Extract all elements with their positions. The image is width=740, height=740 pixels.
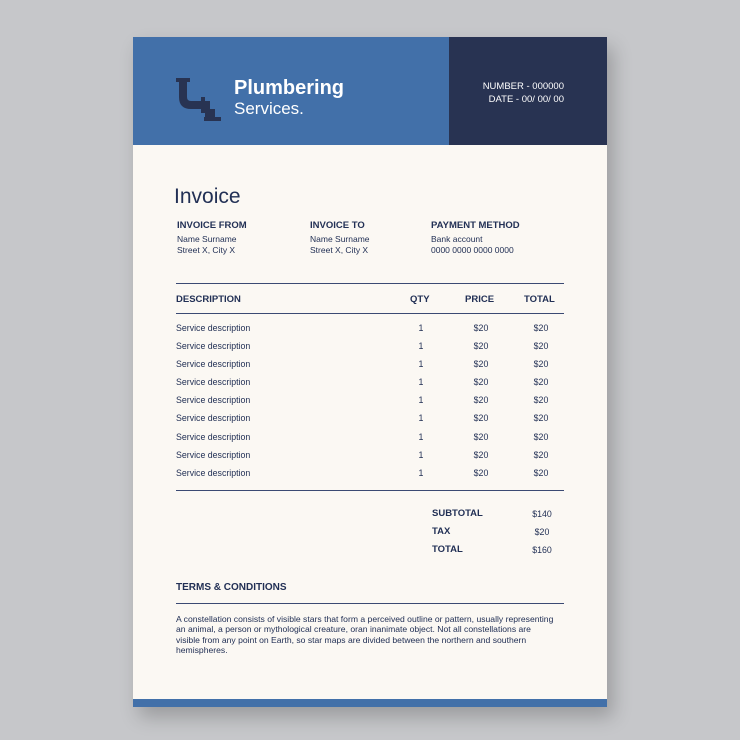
table-row	[133, 432, 607, 450]
table-row	[133, 450, 607, 468]
item-description: Service description	[176, 432, 251, 442]
invoice-number: NUMBER - 000000	[482, 81, 564, 92]
invoice-from-heading: INVOICE FROM	[177, 220, 247, 231]
table-header-divider	[176, 313, 564, 314]
item-description: Service description	[176, 395, 251, 405]
header-meta-panel	[449, 37, 607, 145]
invoice-to-address: Street X, City X	[310, 245, 369, 255]
item-qty: 1	[418, 377, 424, 387]
invoice-to-heading: INVOICE TO	[310, 220, 365, 231]
terms-divider	[176, 603, 564, 604]
tax-label: TAX	[432, 526, 451, 537]
item-description: Service description	[176, 359, 251, 369]
table-row	[133, 468, 607, 486]
item-total: $20	[533, 341, 549, 351]
page-title: Invoice	[174, 185, 241, 208]
table-row	[133, 395, 607, 413]
column-header-qty: QTY	[410, 294, 430, 305]
item-price: $20	[473, 450, 489, 460]
column-header-total: TOTAL	[524, 294, 555, 305]
table-bottom-divider	[176, 490, 564, 491]
payment-method-type: Bank account	[431, 234, 483, 244]
table-row	[133, 359, 607, 377]
payment-account-number: 0000 0000 0000 0000	[431, 245, 514, 255]
item-description: Service description	[176, 468, 251, 478]
item-total: $20	[533, 468, 549, 478]
table-row	[133, 377, 607, 395]
total-label: TOTAL	[432, 544, 463, 555]
payment-method-heading: PAYMENT METHOD	[431, 220, 520, 231]
item-total: $20	[533, 359, 549, 369]
item-total: $20	[533, 432, 549, 442]
table-row	[133, 341, 607, 359]
item-total: $20	[533, 395, 549, 405]
item-qty: 1	[418, 450, 424, 460]
table-top-divider	[176, 283, 564, 284]
item-qty: 1	[418, 395, 424, 405]
item-qty: 1	[418, 468, 424, 478]
item-total: $20	[533, 413, 549, 423]
item-price: $20	[473, 359, 489, 369]
item-total: $20	[533, 323, 549, 333]
item-total: $20	[533, 377, 549, 387]
pipe-logo-icon	[175, 75, 223, 123]
item-description: Service description	[176, 341, 251, 351]
item-qty: 1	[418, 341, 424, 351]
brand-name: Plumbering	[234, 77, 345, 99]
invoice-date: DATE - 00/ 00/ 00	[488, 94, 564, 105]
item-price: $20	[473, 395, 489, 405]
invoice-to-name: Name Surname	[310, 234, 370, 244]
subtotal-value: $140	[532, 509, 552, 519]
table-row	[133, 323, 607, 341]
item-price: $20	[473, 468, 489, 478]
column-header-price: PRICE	[465, 294, 495, 305]
item-price: $20	[473, 341, 489, 351]
tax-value: $20	[534, 527, 550, 537]
footer-bar	[133, 699, 607, 707]
brand-tagline: Services.	[234, 99, 304, 118]
item-price: $20	[473, 323, 489, 333]
item-price: $20	[473, 432, 489, 442]
item-description: Service description	[176, 413, 251, 423]
subtotal-label: SUBTOTAL	[432, 508, 483, 519]
invoice-from-address: Street X, City X	[177, 245, 236, 255]
header-brand-panel	[133, 37, 449, 145]
invoice-page	[133, 37, 607, 707]
item-description: Service description	[176, 450, 251, 460]
terms-heading: TERMS & CONDITIONS	[176, 582, 287, 593]
item-total: $20	[533, 450, 549, 460]
item-price: $20	[473, 413, 489, 423]
item-qty: 1	[418, 432, 424, 442]
terms-text: A constellation consists of visible stars that form a perceived outline or pattern, usually representing an animal, a person or mythological creature, oran inanimate object. Not all constellations are visible from any point on Earth, so star maps are divided between the northern and southern hemispheres.	[176, 614, 554, 655]
invoice-from-name: Name Surname	[177, 234, 237, 244]
item-qty: 1	[418, 323, 424, 333]
item-qty: 1	[418, 359, 424, 369]
item-qty: 1	[418, 413, 424, 423]
column-header-description: DESCRIPTION	[176, 294, 241, 305]
table-row	[133, 413, 607, 431]
item-description: Service description	[176, 377, 251, 387]
item-description: Service description	[176, 323, 251, 333]
total-value: $160	[532, 545, 552, 555]
item-price: $20	[473, 377, 489, 387]
